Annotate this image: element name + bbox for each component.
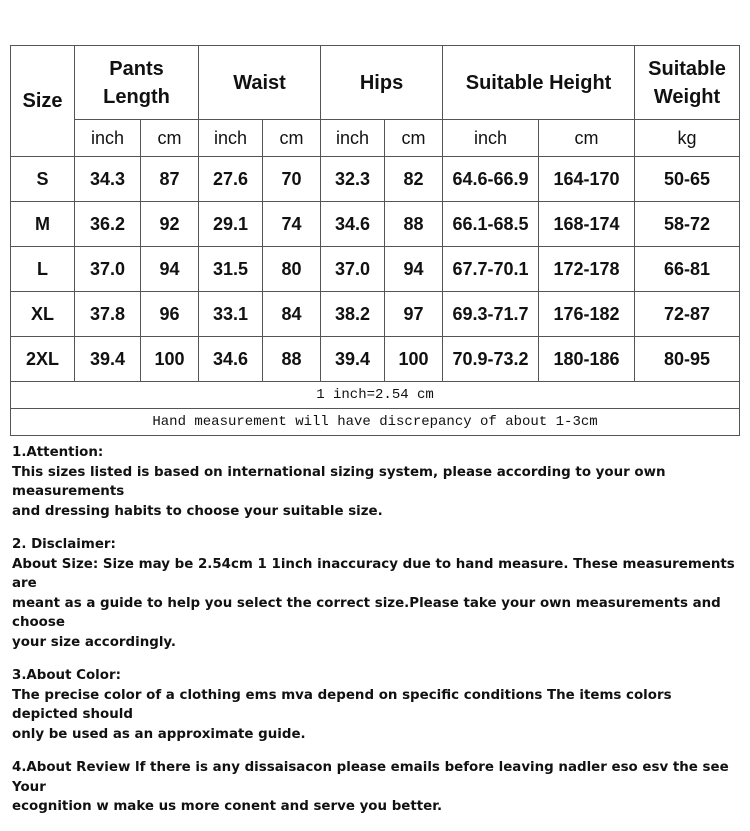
conversion-note: 1 inch=2.54 cm [11, 382, 740, 409]
table-cell: 82 [385, 157, 443, 202]
conversion-note-row [11, 382, 740, 409]
table-cell: 27.6 [199, 157, 263, 202]
table-cell: 67.7-70.1 [443, 247, 539, 292]
unit-cell: cm [539, 120, 635, 157]
table-row [11, 337, 740, 382]
table-row [11, 157, 740, 202]
review-line: 4.About Review lf there is any dissaisacon please emails before leaving nadler eso esv the see Your [12, 760, 734, 795]
table-cell: 94 [141, 247, 199, 292]
size-chart-table [10, 45, 740, 436]
table-cell: 50-65 [635, 157, 740, 202]
disclaimer-line: meant as a guide to help you select the correct size.Please take your own measurements and choose [12, 595, 726, 630]
table-cell: 88 [263, 337, 321, 382]
table-cell: 29.1 [199, 202, 263, 247]
unit-cell: cm [263, 120, 321, 157]
attention-section [12, 443, 738, 521]
unit-cell: inch [443, 120, 539, 157]
table-cell: 72-87 [635, 292, 740, 337]
table-cell: 33.1 [199, 292, 263, 337]
unit-row [11, 120, 740, 157]
table-cell: 39.4 [75, 337, 141, 382]
measurement-note: Hand measurement will have discrepancy of about 1-3cm [11, 409, 740, 436]
unit-cell: kg [635, 120, 740, 157]
table-cell: 92 [141, 202, 199, 247]
table-cell: 87 [141, 157, 199, 202]
attention-line: This sizes listed is based on international sizing system, please according to your own measurements [12, 464, 671, 499]
table-cell: 58-72 [635, 202, 740, 247]
header-suitable-weight: Suitable Weight [635, 46, 740, 120]
disclaimer-section [12, 535, 738, 652]
table-cell: 32.3 [321, 157, 385, 202]
header-size: Size [11, 46, 75, 157]
size-cell: M [11, 202, 75, 247]
header-suitable-height: Suitable Height [443, 46, 635, 120]
disclaimer-line: your size accordingly. [12, 634, 177, 650]
size-cell: L [11, 247, 75, 292]
table-cell: 180-186 [539, 337, 635, 382]
size-cell: XL [11, 292, 75, 337]
unit-cell: inch [75, 120, 141, 157]
table-cell: 37.0 [75, 247, 141, 292]
table-cell: 80-95 [635, 337, 740, 382]
table-cell: 34.6 [199, 337, 263, 382]
table-cell: 74 [263, 202, 321, 247]
measurement-note-row [11, 409, 740, 436]
attention-title: 1.Attention: [12, 445, 104, 460]
unit-cell: inch [321, 120, 385, 157]
table-cell: 97 [385, 292, 443, 337]
table-cell: 38.2 [321, 292, 385, 337]
size-cell: 2XL [11, 337, 75, 382]
table-cell: 164-170 [539, 157, 635, 202]
table-cell: 31.5 [199, 247, 263, 292]
table-cell: 80 [263, 247, 321, 292]
color-line: only be used as an approximate guide. [12, 726, 306, 742]
table-cell: 37.8 [75, 292, 141, 337]
attention-line: and dressing habits to choose your suitable size. [12, 503, 383, 519]
table-cell: 96 [141, 292, 199, 337]
header-waist: Waist [199, 46, 321, 120]
table-cell: 34.3 [75, 157, 141, 202]
unit-cell: inch [199, 120, 263, 157]
table-cell: 70 [263, 157, 321, 202]
table-cell: 37.0 [321, 247, 385, 292]
table-cell: 66-81 [635, 247, 740, 292]
disclaimer-title: 2. Disclaimer: [12, 537, 116, 552]
color-line: The precise color of a clothing ems mva depend on specific conditions The items colors depicted should [12, 687, 677, 722]
review-section [12, 758, 738, 817]
table-cell: 176-182 [539, 292, 635, 337]
table-cell: 36.2 [75, 202, 141, 247]
notes-section [12, 443, 738, 831]
header-row [11, 46, 740, 120]
table-cell: 34.6 [321, 202, 385, 247]
review-line: ecognition w make us more conent and serve you better. [12, 799, 443, 814]
table-cell: 39.4 [321, 337, 385, 382]
table-cell: 100 [385, 337, 443, 382]
table-cell: 84 [263, 292, 321, 337]
size-cell: S [11, 157, 75, 202]
header-pants-length: Pants Length [75, 46, 199, 120]
table-row [11, 202, 740, 247]
table-cell: 94 [385, 247, 443, 292]
color-section [12, 666, 738, 744]
table-cell: 64.6-66.9 [443, 157, 539, 202]
table-cell: 100 [141, 337, 199, 382]
color-title: 3.About Color: [12, 668, 121, 683]
table-cell: 88 [385, 202, 443, 247]
table-row [11, 292, 740, 337]
disclaimer-line: About Size: Size may be 2.54cm 1 1inch inaccuracy due to hand measure. These measurements are [12, 556, 740, 591]
table-cell: 69.3-71.7 [443, 292, 539, 337]
table-cell: 168-174 [539, 202, 635, 247]
table-cell: 70.9-73.2 [443, 337, 539, 382]
unit-cell: cm [385, 120, 443, 157]
table-row [11, 247, 740, 292]
unit-cell: cm [141, 120, 199, 157]
table-cell: 66.1-68.5 [443, 202, 539, 247]
header-hips: Hips [321, 46, 443, 120]
table-cell: 172-178 [539, 247, 635, 292]
